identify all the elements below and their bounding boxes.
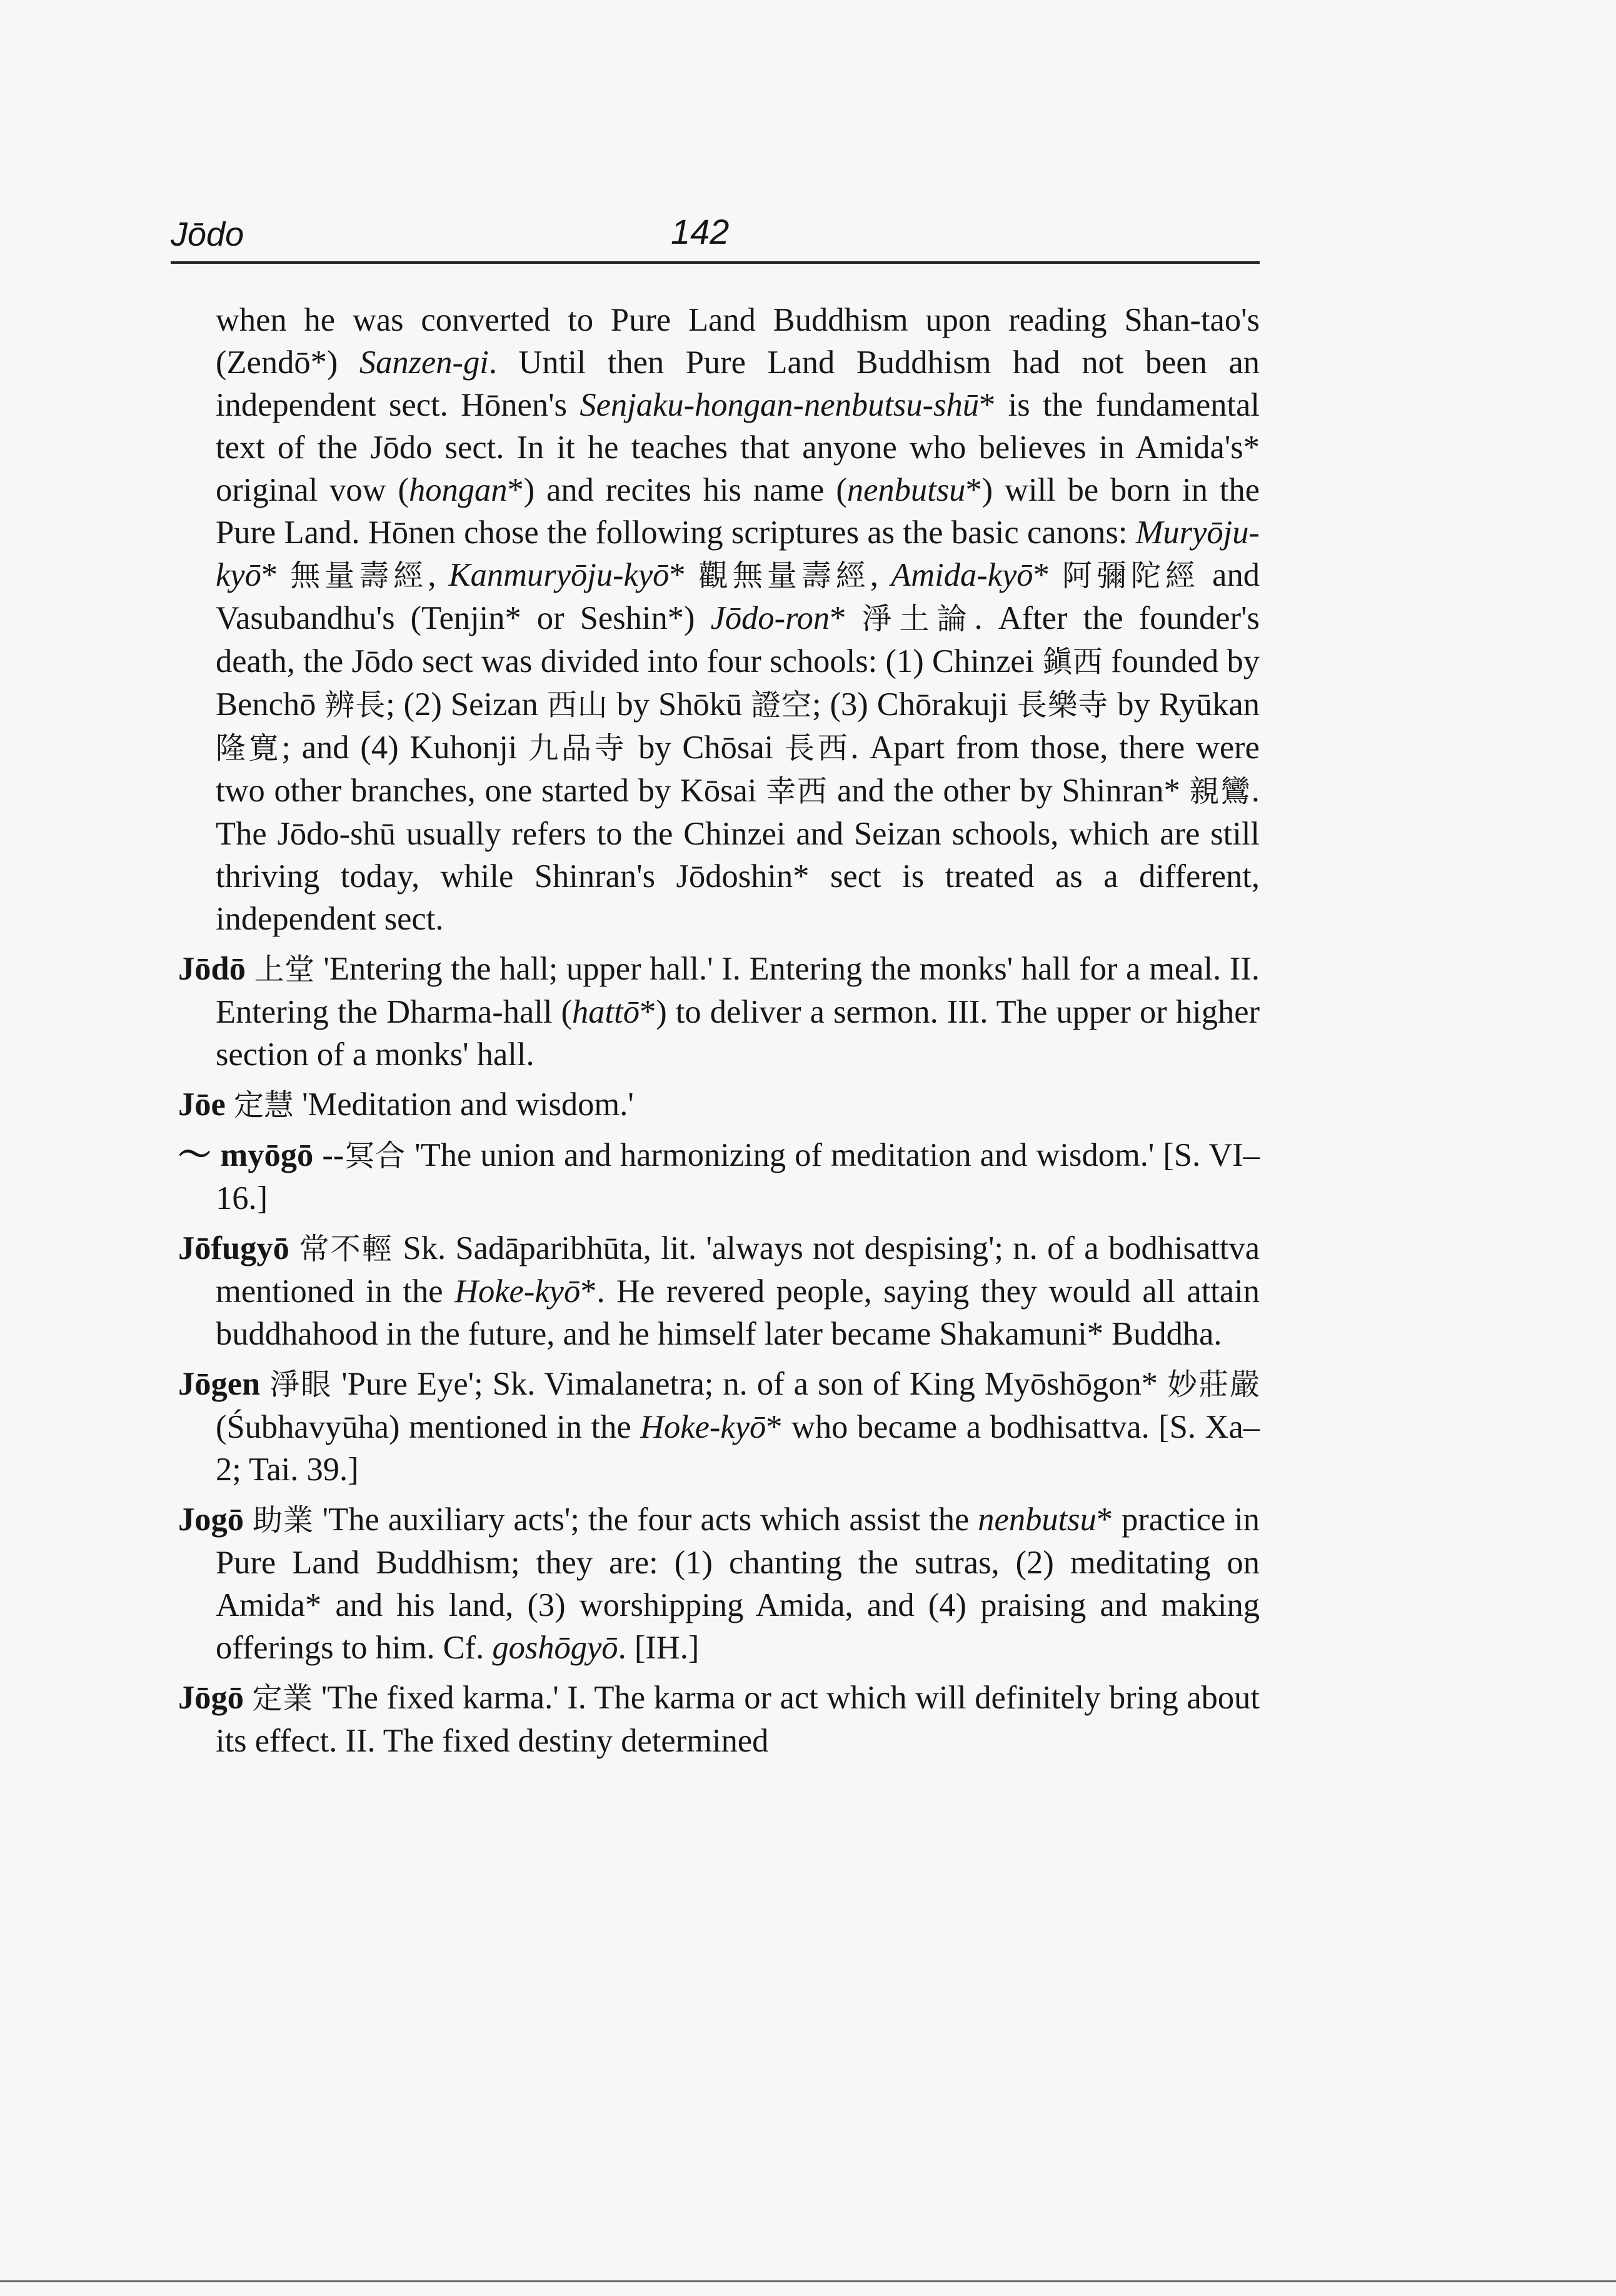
- dictionary-entry: [178, 1227, 1260, 1355]
- headword: Jōfugyō: [178, 1230, 289, 1266]
- page-body: [178, 299, 1260, 1762]
- kanji-term: 淨土論: [861, 601, 975, 636]
- kanji-term: 九品寺: [528, 731, 628, 766]
- headword: Jōe: [178, 1086, 226, 1123]
- italic-term: Senjaku-hongan-nenbutsu-shū: [580, 387, 980, 423]
- dictionary-entry: [178, 1677, 1260, 1762]
- text-run: [246, 951, 254, 987]
- dictionary-entry: [178, 1363, 1260, 1491]
- dictionary-entry: [178, 948, 1260, 1076]
- kanji-term: 長西: [785, 731, 851, 766]
- text-run: . The Jōdo-shū usually refers to the Chinzei and Seizan schools, which are still thriving today, while Shinran's Jōdoshin* sect is treated as a different, independent sect.: [216, 773, 1260, 937]
- text-run: 'Entering the hall; upper hall.' I. Entering the monks' hall for a meal. II. Entering the Dharma-hall (: [216, 951, 1260, 1030]
- text-run: *: [830, 600, 862, 636]
- text-run: and the other by Shinran*: [828, 773, 1190, 809]
- kanji-term: 上堂: [254, 952, 315, 987]
- headword: Jōgen: [178, 1366, 261, 1402]
- kanji-term: 常不輕: [299, 1231, 394, 1266]
- kanji-term: 親鸞: [1189, 774, 1252, 809]
- text-run: 'Pure Eye'; Sk. Vimalanetra; n. of a son of King Myōshōgon*: [332, 1366, 1168, 1402]
- italic-term: nenbutsu: [978, 1501, 1097, 1538]
- text-run: * who became a bodhisattva. [S. Xa–2; Tai. 39.]: [216, 1409, 1260, 1488]
- italic-term: hongan: [408, 472, 508, 508]
- text-run: *) and recites his name (: [507, 472, 847, 508]
- text-run: when he was converted to Pure Land Buddhism upon reading Shan-tao's (Zendō*): [216, 302, 1260, 381]
- text-run: [244, 1680, 253, 1716]
- kanji-term: 定業: [252, 1681, 313, 1716]
- kanji-term: 隆寛: [216, 731, 282, 766]
- text-run: *: [261, 557, 291, 593]
- text-run: . Until then Pure Land Buddhism had not been an independent sect. Hōnen's: [216, 344, 1260, 423]
- headword: ～ myōgō: [178, 1137, 314, 1173]
- text-run: 'The fixed karma.' I. The karma or act which will definitely bring about its effect. II. The fixed destiny determined: [216, 1680, 1260, 1759]
- running-header: [171, 211, 1260, 264]
- dictionary-entry: [178, 1134, 1260, 1220]
- text-run: ; (2) Seizan: [386, 686, 547, 723]
- italic-term: Amida-kyō: [891, 557, 1033, 593]
- italic-term: Sanzen-gi: [359, 344, 489, 381]
- text-run: *) to deliver a sermon. III. The upper or higher section of a monks' hall.: [216, 994, 1260, 1073]
- kanji-term: 鎭西: [1042, 644, 1103, 679]
- section-title: Jōdo: [171, 216, 244, 253]
- page-number: 142: [671, 212, 730, 251]
- italic-term: nenbutsu: [846, 472, 966, 508]
- text-run: *: [669, 557, 698, 593]
- kanji-term: 觀無量壽經: [698, 558, 870, 593]
- text-run: by Ryūkan: [1108, 686, 1260, 723]
- text-run: *: [1033, 557, 1062, 593]
- text-run: ; and (4) Kuhonji: [281, 729, 529, 766]
- italic-term: Muryōju-kyō: [216, 514, 1260, 593]
- text-run: *) will be born in the Pure Land. Hōnen chose the following scriptures as the basic canons:: [216, 472, 1260, 551]
- italic-term: Hoke-kyō: [640, 1409, 766, 1445]
- kanji-term: 妙莊嚴: [1167, 1367, 1260, 1402]
- text-run: 'Meditation and wisdom.': [293, 1086, 634, 1123]
- text-run: . [IH.]: [618, 1630, 700, 1666]
- text-run: by Shōkū: [608, 686, 751, 723]
- text-run: Sk. Sadāparibhūta, lit. 'always not despising'; n. of a bodhisattva mentioned in the: [216, 1230, 1260, 1310]
- headword: Jōdō: [178, 951, 246, 987]
- text-run: --: [313, 1137, 344, 1173]
- kanji-term: 定慧: [233, 1088, 294, 1123]
- scan-edge-line: [0, 2280, 1616, 2282]
- italic-term: Kanmuryōju-kyō: [448, 557, 670, 593]
- kanji-term: 西山: [546, 688, 608, 723]
- text-run: founded by Benchō: [216, 643, 1260, 723]
- headword: Jōgō: [178, 1680, 244, 1716]
- text-run: (Śubhavyūha) mentioned in the: [216, 1409, 641, 1445]
- text-run: by Chōsai: [627, 729, 785, 766]
- kanji-term: 無量壽經: [290, 558, 428, 593]
- kanji-term: 冥合: [344, 1138, 406, 1173]
- italic-term: Hoke-kyō: [454, 1273, 581, 1310]
- text-run: 'The auxiliary acts'; the four acts which assist the: [313, 1501, 978, 1538]
- text-run: 'The union and harmonizing of meditation and wisdom.' [S. VI–16.]: [216, 1137, 1260, 1216]
- kanji-term: 辨長: [324, 688, 386, 723]
- headword: Jogō: [178, 1501, 244, 1538]
- italic-term: hattō: [572, 994, 640, 1030]
- text-run: [226, 1086, 234, 1123]
- text-run: *. He revered people, saying they would all attain buddhahood in the future, and he himself later became Shakamuni* Buddha.: [216, 1273, 1260, 1352]
- kanji-term: 助業: [252, 1503, 314, 1538]
- dictionary-entry: [178, 1498, 1260, 1669]
- italic-term: Jōdo-ron: [710, 600, 830, 636]
- dictionary-entry: [178, 1083, 1260, 1126]
- text-run: ; (3) Chōrakuji: [811, 686, 1017, 723]
- text-run: [289, 1230, 299, 1266]
- text-run: . Apart from those, there were two other branches, one started by Kōsai: [216, 729, 1260, 809]
- text-run: and Vasubandhu's (Tenjin* or Seshin*): [216, 557, 1260, 636]
- intro-paragraph: [216, 299, 1260, 940]
- text-run: [260, 1366, 269, 1402]
- kanji-term: 證空: [751, 688, 812, 723]
- kanji-term: 阿彌陀經: [1061, 558, 1200, 593]
- text-run: * is the fundamental text of the Jōdo sect. In it he teaches that anyone who believes in Amida's* original vow (: [216, 387, 1260, 508]
- kanji-term: 淨眼: [269, 1367, 333, 1402]
- entry-list: [178, 948, 1260, 1762]
- text-run: [244, 1501, 253, 1538]
- kanji-term: 幸西: [766, 774, 828, 809]
- text-run: * practice in Pure Land Buddhism; they are: (1) chanting the sutras, (2) meditating on Amida* and his land, (3) worshipping Amida, and (4) praising and making offerings to him. Cf.: [216, 1501, 1260, 1666]
- kanji-term: 長樂寺: [1016, 688, 1109, 723]
- text-run: ,: [870, 557, 891, 593]
- italic-term: goshōgyō: [492, 1630, 618, 1666]
- text-run: . After the founder's death, the Jōdo sect was divided into four schools: (1) Chinzei: [216, 600, 1260, 679]
- text-run: ,: [428, 557, 449, 593]
